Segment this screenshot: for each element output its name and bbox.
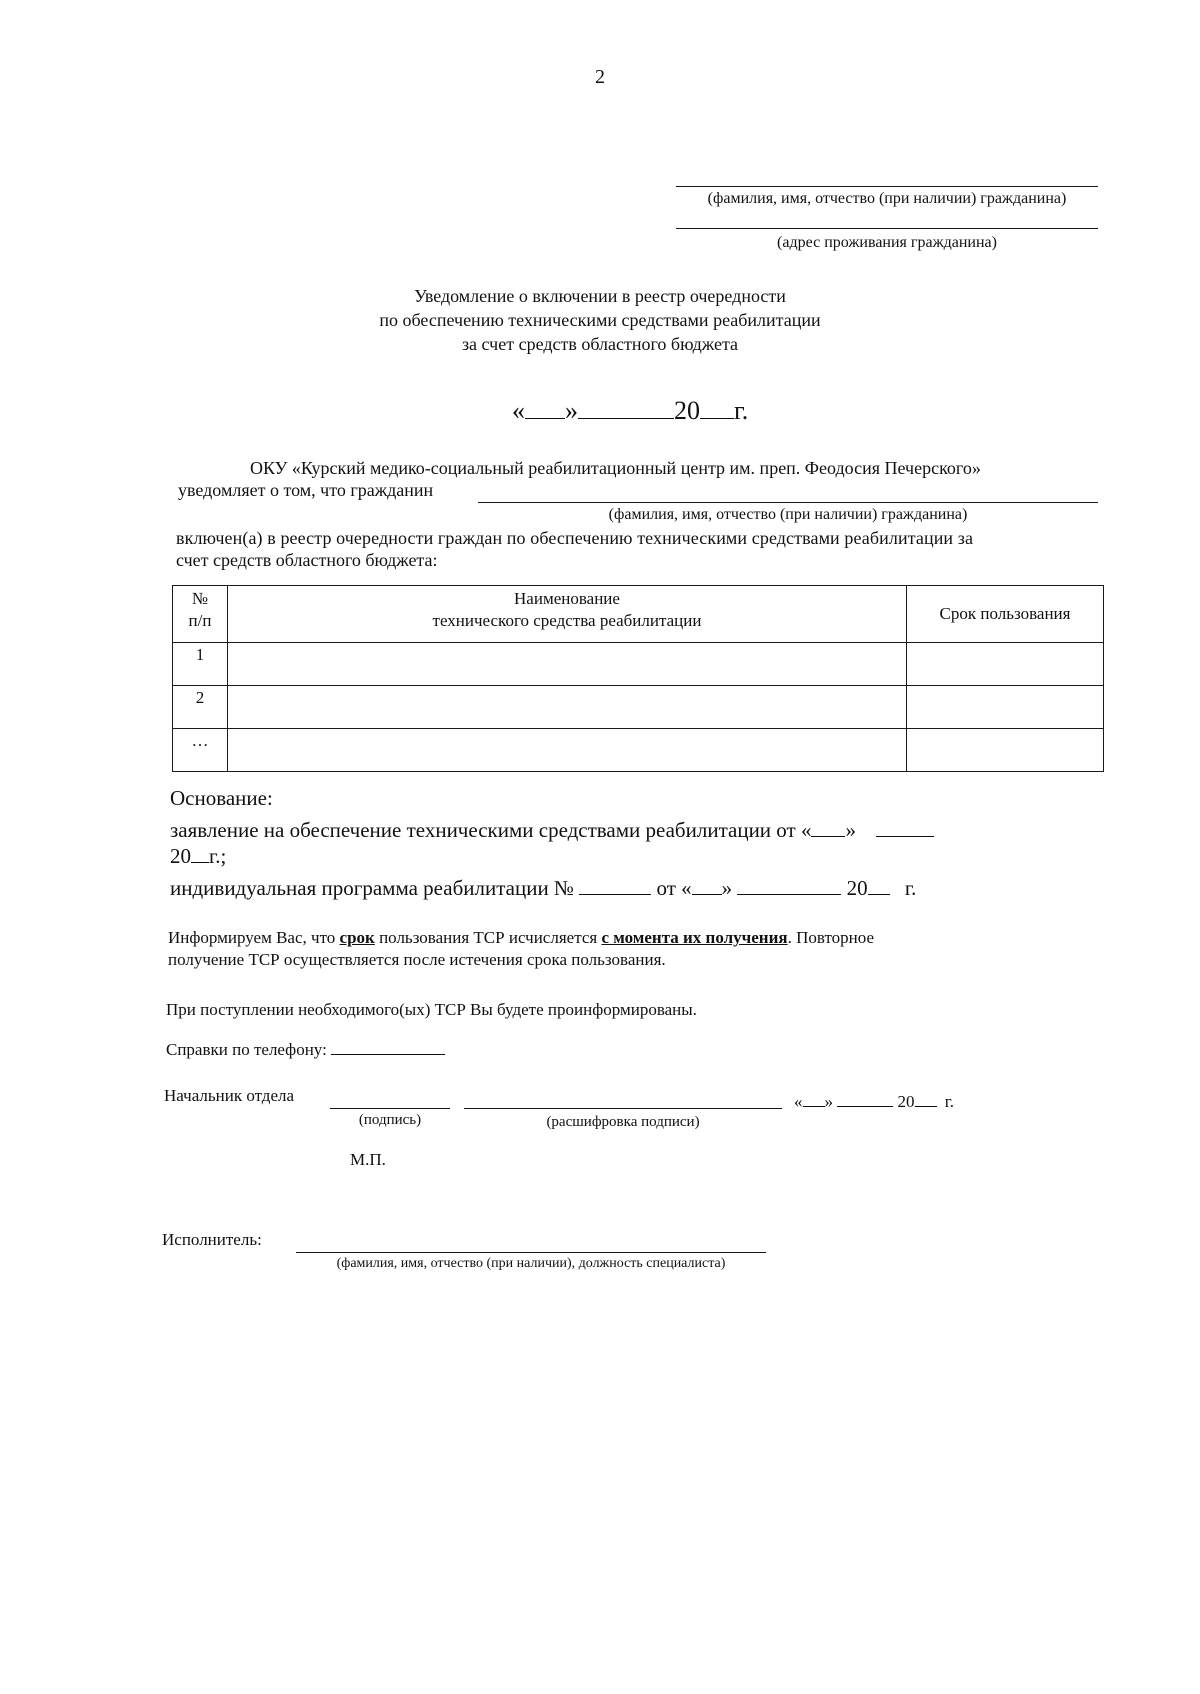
row-term[interactable] (907, 643, 1104, 686)
recipient-address-caption: (адрес проживания гражданина) (777, 234, 997, 251)
notice-date (512, 396, 748, 426)
intro-line-1: ОКУ «Курский медико-социальный реабилитационный центр им. преп. Феодосия Печерского» (250, 458, 981, 478)
signature-label: Начальник отдела (164, 1086, 295, 1105)
row-term[interactable] (907, 686, 1104, 729)
phone-field[interactable] (331, 1054, 445, 1055)
notice-text: При поступлении необходимого(ых) ТСР Вы будете проинформированы. (166, 1000, 697, 1019)
row-num: 2 (173, 686, 228, 729)
header-num: № п/п (173, 586, 228, 643)
row-name[interactable] (228, 686, 907, 729)
date-close-quote: » (565, 396, 578, 425)
date-year-suffix: г. (734, 396, 749, 425)
date-open-quote: « (512, 396, 525, 425)
recipient-name-line (676, 186, 1098, 187)
phone-line: Справки по телефону: (166, 1040, 445, 1060)
row-term[interactable] (907, 729, 1104, 772)
basis-ipr-line: индивидуальная программа реабилитации № от « » 20 г. (170, 876, 917, 900)
table-row (173, 643, 1104, 686)
recipient-name-caption: (фамилия, имя, отчество (при наличии) гражданина) (707, 190, 1067, 207)
inform-line-2: получение ТСР осуществляется после истечения срока пользования. (168, 950, 666, 969)
intro-name-line (478, 502, 1098, 503)
intro-name-caption: (фамилия, имя, отчество (при наличии) гражданина) (608, 506, 968, 523)
tsr-table (172, 585, 1104, 772)
document-title (0, 284, 1200, 356)
stamp-label: М.П. (350, 1150, 386, 1169)
basis-application-line: заявление на обеспечение техническими средствами реабилитации от « » (170, 818, 934, 843)
signature-date: « » 20 г. (794, 1092, 955, 1111)
table-row (173, 729, 1104, 772)
signature-decode-caption: (расшифровка подписи) (546, 1114, 700, 1130)
recipient-address-line (676, 228, 1098, 229)
signature-decode-line[interactable] (464, 1108, 782, 1109)
title-line-2: по обеспечению техническими средствами реабилитации (379, 310, 821, 330)
executor-label: Исполнитель: (162, 1230, 262, 1249)
header-term: Срок пользования (907, 586, 1104, 643)
page-number: 2 (595, 66, 605, 88)
moment-emphasis: с момента их получения (601, 928, 788, 947)
table-header-row (173, 586, 1104, 643)
date-year-prefix: 20 (674, 396, 700, 425)
executor-caption: (фамилия, имя, отчество (при наличии), должность специалиста) (336, 1256, 726, 1271)
signature-caption: (подпись) (358, 1112, 422, 1128)
row-name[interactable] (228, 729, 907, 772)
basis-application-year: 20 г.; (170, 844, 227, 868)
signature-line[interactable] (330, 1108, 450, 1109)
header-name: Наименование технического средства реабилитации (228, 586, 907, 643)
intro-line-4: счет средств областного бюджета: (176, 550, 438, 570)
title-line-3: за счет средств областного бюджета (461, 334, 739, 354)
row-num: … (173, 729, 228, 772)
basis-heading: Основание: (170, 786, 273, 810)
term-emphasis: срок (339, 928, 375, 947)
executor-line[interactable] (296, 1252, 766, 1253)
title-line-1: Уведомление о включении в реестр очередности (414, 286, 786, 306)
inform-line-1: Информируем Вас, что срок пользования ТСР исчисляется с момента их получения. Повторное (168, 928, 875, 947)
intro-line-3: включен(а) в реестр очередности граждан по обеспечению техническими средствами реабилитации за (176, 528, 974, 548)
table-row (173, 686, 1104, 729)
intro-line-2: уведомляет о том, что гражданин (178, 480, 434, 500)
row-num: 1 (173, 643, 228, 686)
row-name[interactable] (228, 643, 907, 686)
